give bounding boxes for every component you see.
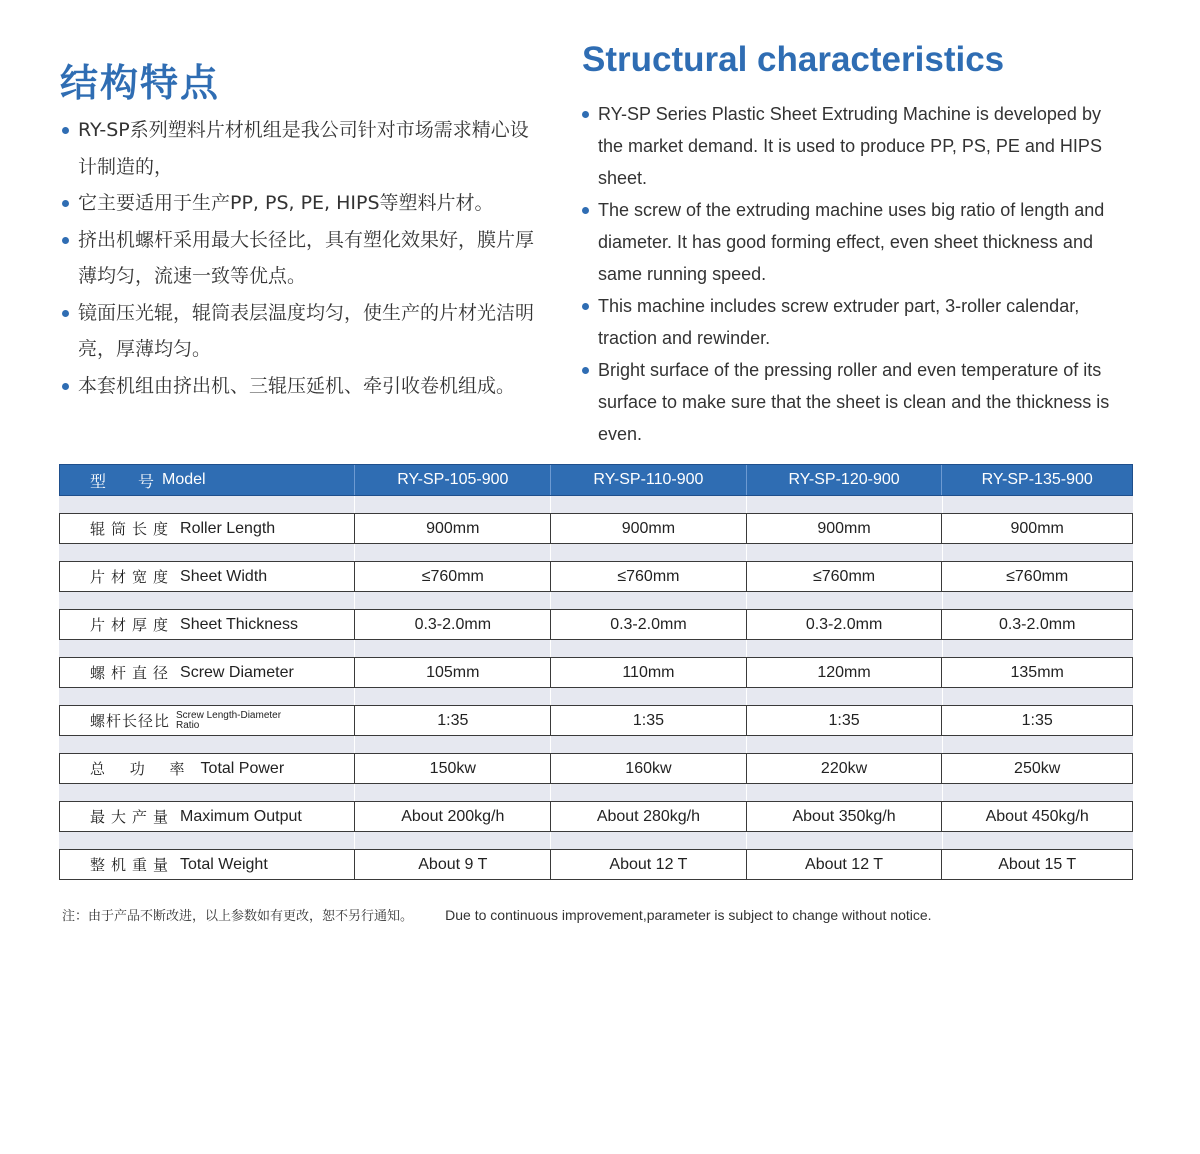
row-label: 辊筒长度 Roller Length [90, 519, 276, 538]
row-divider-band [59, 544, 1133, 561]
row-label: 片材厚度 Sheet Thickness [90, 615, 299, 634]
table-row [59, 561, 1133, 592]
table-cell: ≤760mm [746, 562, 942, 591]
table-cell: 900mm [550, 514, 746, 543]
table-cell: 250kw [941, 754, 1132, 783]
table-cell: 0.3-2.0mm [941, 610, 1132, 639]
table-cell: About 350kg/h [746, 802, 942, 831]
bullet-dot-icon [62, 127, 69, 134]
row-divider-band [59, 784, 1133, 801]
table-cell: 150kw [354, 754, 550, 783]
row-label: 总 功 率 Total Power [90, 759, 285, 778]
bullet-dot-icon [62, 200, 69, 207]
table-cell: 1:35 [550, 706, 746, 735]
header-model-4: RY-SP-135-900 [941, 465, 1132, 495]
row-divider-band [59, 688, 1133, 705]
row-label: 最大产量 Maximum Output [90, 807, 302, 826]
footnote-chinese: 注：由于产品不断改进，以上参数如有更改，恕不另行通知。 [62, 909, 414, 924]
table-cell: 1:35 [354, 706, 550, 735]
bullet-dot-icon [582, 207, 589, 214]
table-cell: 900mm [354, 514, 550, 543]
table-cell: 105mm [354, 658, 550, 687]
header-model-label: 型 号 Model [90, 471, 206, 491]
table-cell: 220kw [746, 754, 942, 783]
list-item: This machine includes screw extruder part, 3-roller calendar, traction and rewinder. [582, 290, 1127, 354]
header-model-1: RY-SP-105-900 [354, 465, 550, 495]
table-cell: About 12 T [550, 850, 746, 879]
table-row [59, 513, 1133, 544]
table-body [59, 496, 1133, 880]
list-item: 本套机组由挤出机、三辊压延机、牵引收卷机组成。 [60, 368, 545, 405]
table-cell: 0.3-2.0mm [354, 610, 550, 639]
row-divider-band [59, 832, 1133, 849]
row-divider-band [59, 592, 1133, 609]
bullet-dot-icon [582, 111, 589, 118]
table-cell: 160kw [550, 754, 746, 783]
footnote-english: Due to continuous improvement,parameter is subject to change without notice. [445, 907, 932, 923]
bullet-dot-icon [582, 303, 589, 310]
table-cell: 900mm [746, 514, 942, 543]
list-item: 镜面压光辊，辊筒表层温度均匀，使生产的片材光洁明亮，厚薄均匀。 [60, 295, 545, 368]
table-header-row [59, 464, 1133, 496]
row-label: 整机重量 Total Weight [90, 855, 268, 874]
spec-table [59, 464, 1133, 880]
bullet-dot-icon [62, 310, 69, 317]
table-cell: 120mm [746, 658, 942, 687]
row-divider-band [59, 640, 1133, 657]
row-divider-band [59, 496, 1133, 513]
table-cell: 1:35 [746, 706, 942, 735]
list-item: RY-SP Series Plastic Sheet Extruding Machine is developed by the market demand. It is used to produce PP, PS, PE and HIPS sheet. [582, 98, 1127, 194]
table-cell: About 200kg/h [354, 802, 550, 831]
table-row [59, 657, 1133, 688]
chinese-title: 结构特点 [60, 61, 221, 105]
table-row [59, 753, 1133, 784]
table-cell: 0.3-2.0mm [746, 610, 942, 639]
chinese-bullet-list [60, 112, 545, 424]
table-cell: About 9 T [354, 850, 550, 879]
table-cell: 1:35 [941, 706, 1132, 735]
table-row [59, 849, 1133, 880]
table-cell: ≤760mm [354, 562, 550, 591]
table-cell: About 280kg/h [550, 802, 746, 831]
bullet-dot-icon [62, 383, 69, 390]
table-cell: About 15 T [941, 850, 1132, 879]
row-label: 螺杆直径 Screw Diameter [90, 663, 294, 682]
row-label: 螺杆长径比 Screw Length-Diameter Ratio [90, 709, 282, 731]
bullet-dot-icon [62, 237, 69, 244]
list-item: The screw of the extruding machine uses big ratio of length and diameter. It has good forming effect, even sheet thickness and same running speed. [582, 194, 1127, 290]
table-row [59, 609, 1133, 640]
table-cell: 900mm [941, 514, 1132, 543]
footnote [62, 905, 932, 924]
table-cell: 0.3-2.0mm [550, 610, 746, 639]
table-cell: ≤760mm [941, 562, 1132, 591]
english-title: Structural characteristics [582, 40, 1005, 79]
table-cell: About 450kg/h [941, 802, 1132, 831]
english-bullet-list [582, 98, 1127, 444]
table-cell: 135mm [941, 658, 1132, 687]
list-item: 它主要适用于生产PP, PS, PE, HIPS等塑料片材。 [60, 185, 545, 222]
bullet-dot-icon [582, 367, 589, 374]
table-cell: About 12 T [746, 850, 942, 879]
table-cell: 110mm [550, 658, 746, 687]
header-model-3: RY-SP-120-900 [746, 465, 942, 495]
list-item: 挤出机螺杆采用最大长径比，具有塑化效果好，膜片厚薄均匀，流速一致等优点。 [60, 222, 545, 295]
row-label: 片材宽度 Sheet Width [90, 567, 268, 586]
list-item: RY-SP系列塑料片材机组是我公司针对市场需求精心设计制造的， [60, 112, 545, 185]
table-cell: ≤760mm [550, 562, 746, 591]
table-row [59, 705, 1133, 736]
header-model-2: RY-SP-110-900 [550, 465, 746, 495]
list-item: Bright surface of the pressing roller and even temperature of its surface to make sure that the sheet is clean and the thickness is even. [582, 354, 1127, 450]
row-divider-band [59, 736, 1133, 753]
table-row [59, 801, 1133, 832]
